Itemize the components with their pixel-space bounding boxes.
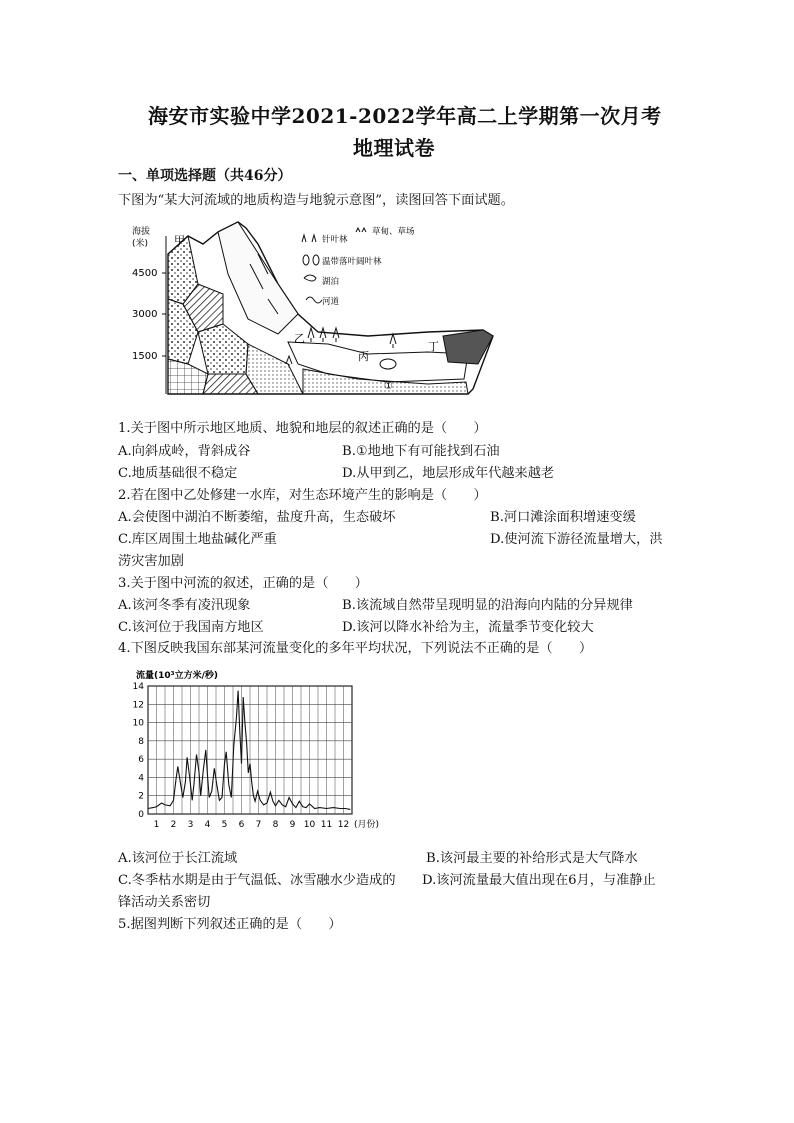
q2-option-c: C.库区周围土地盐碱化严重 — [118, 532, 277, 547]
x-tick-label: 12 — [337, 820, 350, 830]
label-circle-1: ① — [384, 381, 393, 392]
q2-option-a: A.会使图中湖泊不断萎缩，盐度升高，生态破坏 — [118, 510, 396, 525]
page-title: 海安市实验中学2021-2022学年高二上学期第一次月考 — [148, 104, 662, 128]
q2-option-d: D.使河流下游径流量增大，洪 — [490, 532, 663, 547]
q2-option-d-cont: 涝灾害加剧 — [118, 554, 184, 569]
q5-stem: 5.据图判断下列叙述正确的是（ ） — [118, 917, 342, 932]
q1-stem: 1.关于图中所示地区地质、地貌和地层的叙述正确的是（ ） — [118, 421, 487, 436]
x-tick-label: 8 — [272, 820, 279, 830]
q4-option-d: D.该河流量最大值出现在6月，与准静止 — [422, 873, 656, 888]
q4-option-c: C.冬季枯水期是由于气温低、冰雪融水少造成的 — [118, 873, 396, 888]
y-tick-label: 8 — [138, 736, 144, 747]
legend — [302, 226, 415, 307]
x-tick-label: 1 — [153, 820, 160, 830]
y-tick-3000: 3000 — [132, 309, 158, 320]
chart-ylabel: 流量(10³立方米/秒) — [136, 671, 218, 681]
y-tick-label: 14 — [132, 682, 144, 692]
x-tick-label: 5 — [221, 820, 228, 830]
x-tick-label: 10 — [303, 820, 316, 830]
legend-broadleaf-forest: 温带落叶阔叶林 — [322, 257, 382, 267]
x-tick-label: 2 — [170, 820, 177, 830]
y-tick-label: 2 — [138, 791, 144, 802]
q2-stem: 2.若在图中乙处修建一水库，对生态环境产生的影响是（ ） — [118, 488, 487, 503]
axis-unit: (米) — [132, 239, 149, 249]
q3-option-c: C.该河位于我国南方地区 — [118, 620, 264, 635]
axis-title: 海拔 — [132, 227, 151, 237]
label-bing: 丙 — [358, 350, 369, 363]
q1-option-a: A.向斜成岭，背斜成谷 — [118, 444, 251, 459]
legend-meadow: 草甸、草场 — [372, 227, 415, 237]
x-tick-label: 3 — [187, 820, 194, 830]
intro-text: 下图为“某大河流域的地质构造与地貌示意图”，读图回答下面试题。 — [118, 193, 514, 208]
y-tick-label: 6 — [138, 755, 144, 766]
label-jia: 甲 — [174, 234, 185, 247]
q3-option-b: B.该流域自然带呈现明显的沿海向内陆的分异规律 — [342, 598, 633, 613]
legend-lake: 湖泊 — [322, 277, 340, 287]
x-tick-label: 11 — [320, 820, 333, 830]
q3-option-d: D.该河以降水补给为主，流量季节变化较大 — [342, 620, 594, 635]
legend-needle-forest: 针叶林 — [322, 235, 348, 245]
y-tick-label: 4 — [138, 773, 144, 784]
x-tick-label: 4 — [204, 820, 211, 830]
page-subtitle: 地理试卷 — [353, 136, 435, 160]
river-discharge-chart — [120, 664, 390, 836]
geology-landform-diagram — [128, 214, 508, 404]
q3-stem: 3.关于图中河流的叙述，正确的是（ ） — [118, 576, 368, 591]
q2-option-b: B.河口滩涂面积增速变缓 — [490, 510, 636, 525]
x-tick-label: 6 — [238, 820, 245, 830]
y-tick-4500: 4500 — [132, 268, 158, 279]
q3-option-a: A.该河冬季有凌汛现象 — [118, 598, 251, 613]
q4-option-a: A.该河位于长江流域 — [118, 851, 238, 866]
y-tick-label: 12 — [132, 700, 144, 711]
q4-option-b: B.该河最主要的补给形式是大气降水 — [426, 851, 638, 866]
q1-option-c: C.地质基础很不稳定 — [118, 466, 238, 481]
q1-option-d: D.从甲到乙，地层形成年代越来越老 — [342, 466, 555, 481]
q4-option-d-cont: 锋活动关系密切 — [118, 895, 211, 910]
legend-river: 河道 — [322, 297, 340, 307]
q1-option-b: B.①地地下有可能找到石油 — [342, 444, 500, 459]
q4-stem: 4.下图反映我国东部某河流量变化的多年平均状况，下列说法不正确的是（ ） — [118, 641, 593, 656]
label-ding: 丁 — [428, 340, 439, 353]
flow-series-line — [148, 691, 350, 810]
y-tick-label: 10 — [132, 718, 144, 729]
x-tick-label: 7 — [255, 820, 262, 830]
y-tick-1500: 1500 — [132, 351, 158, 362]
label-yi: 乙 — [294, 332, 305, 345]
section-heading: 一、单项选择题（共46分） — [118, 168, 292, 184]
chart-xlabel: (月份) — [354, 820, 380, 830]
y-tick-label: 0 — [138, 810, 144, 820]
x-tick-label: 9 — [289, 820, 296, 830]
